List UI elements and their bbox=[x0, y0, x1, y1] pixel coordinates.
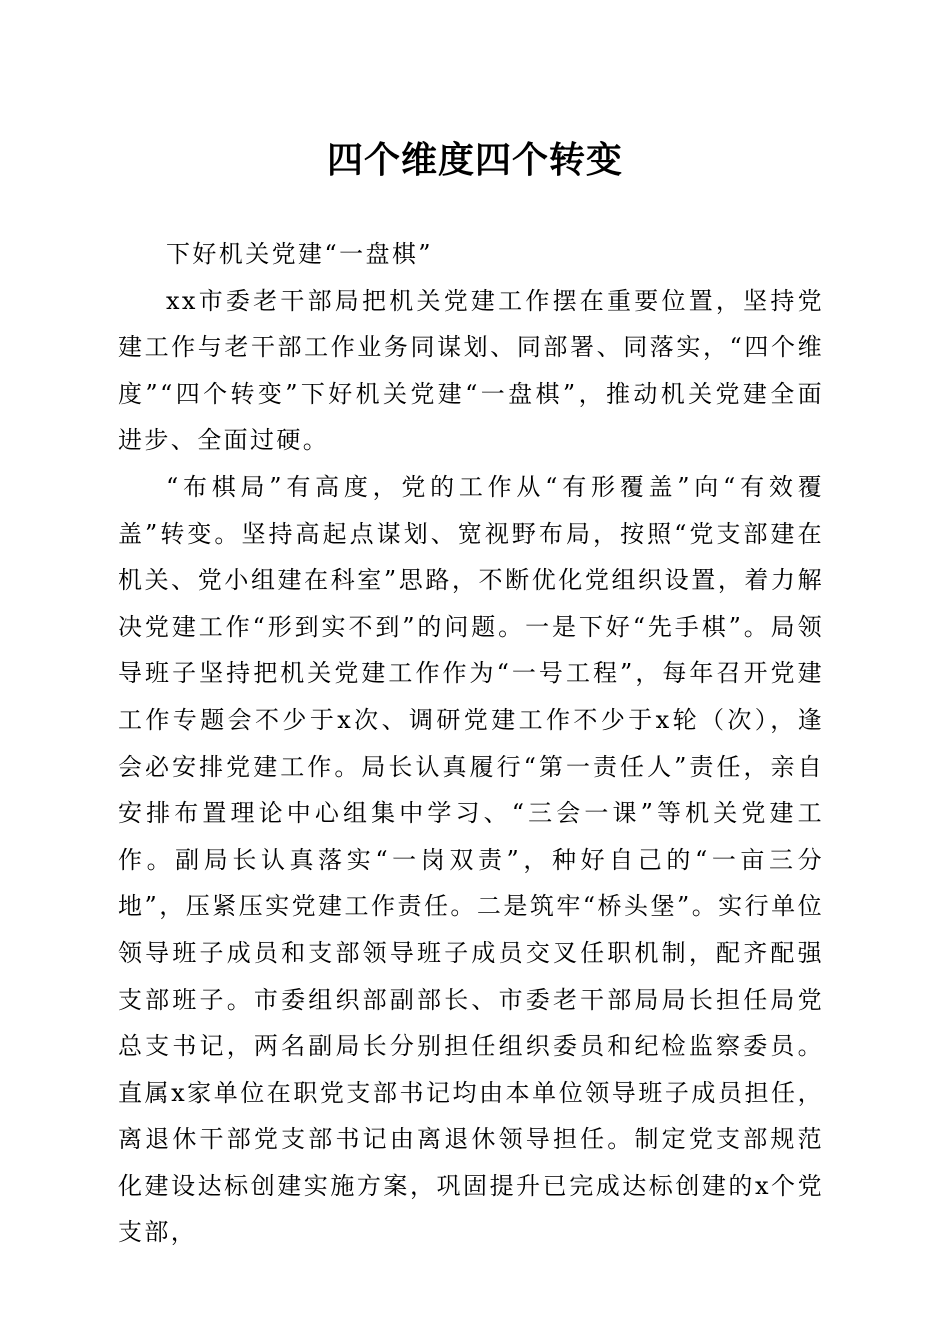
section-heading: 下好机关党建“一盘棋” bbox=[166, 240, 433, 268]
paragraph-body: “布棋局”有高度，党的工作从“有形覆盖”向“有效覆盖”转变。坚持高起点谋划、宽视野布局，按照“党支部建在机关、党小组建在科室”思路，不断优化党组织设置，着力解决党建工作“形到实不到”的问题。一是下好“先手棋”。局领导班子坚持把机关党建工作作为“一号工程”，每年召开党建工作专题会不少于x次、调研党建工作不少于x轮（次），逢会必安排党建工作。局长认真履行“第一责任人”责任，亲自安排布置理论中心组集中学习、“三会一课”等机关党建工作。副局长认真落实“一岗双责”，种好自己的“一亩三分地”，压紧压实党建工作责任。二是筑牢“桥头堡”。实行单位领导班子成员和支部领导班子成员交叉任职机制，配齐配强支部班子。市委组织部副部长、市委老干部局局长担任局党总支书记，两名副局长分别担任组织委员和纪检监察委员。直属x家单位在职党支部书记均由本单位领导班子成员担任，离退休干部党支部书记由离退休领导担任。制定党支部规范化建设达标创建实施方案，巩固提升已完成达标创建的x个党支部， bbox=[118, 472, 824, 1247]
document-title: 四个维度四个转变 bbox=[326, 139, 623, 181]
paragraph-intro: xx市委老干部局把机关党建工作摆在重要位置，坚持党建工作与老干部工作业务同谋划、同部署、同落实，“四个维度”“四个转变”下好机关党建“一盘棋”，推动机关党建全面进步、全面过硬。 bbox=[118, 286, 824, 455]
document-body bbox=[118, 231, 824, 1256]
